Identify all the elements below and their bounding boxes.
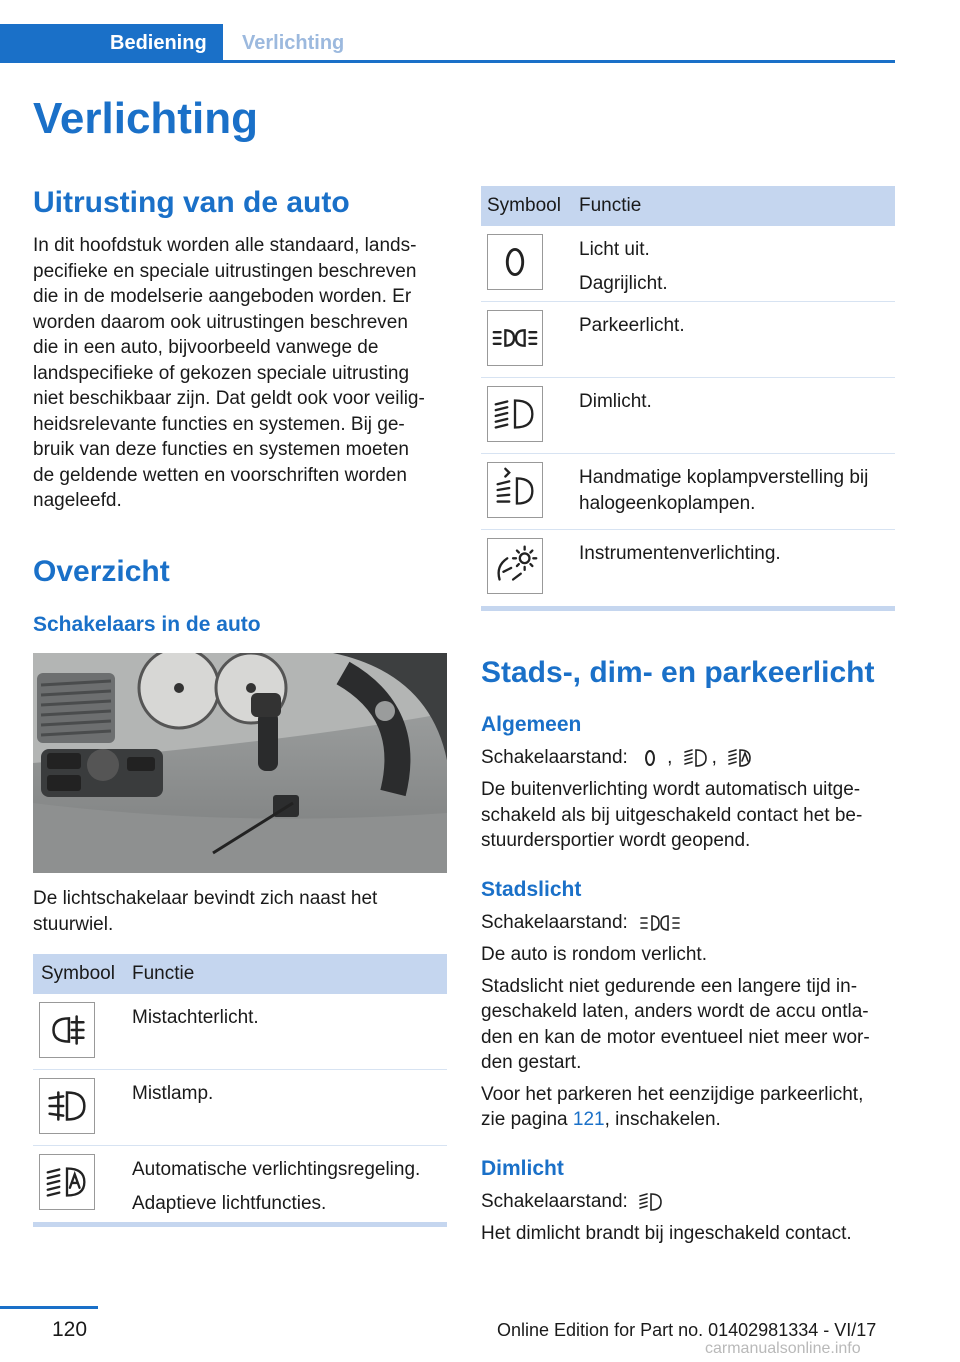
text-line: stuurdersportier wordt geopend. <box>481 830 751 851</box>
stadslicht-warning <box>481 974 901 1076</box>
text-line: Stadslicht niet gedurende een langere tijd in‐ <box>481 975 858 997</box>
tab-verlichting[interactable]: Verlichting <box>242 32 345 54</box>
text-line: den gestart. <box>481 1052 582 1073</box>
watermark: carmanualsonline.info <box>705 1340 861 1357</box>
switch-label: Schakelaarstand: <box>481 747 628 768</box>
text-line: de geldende wetten en voorschriften worden <box>33 464 407 486</box>
text-line: pecifieke en speciale uitrustingen beschreven <box>33 260 417 282</box>
symbol-table-left <box>33 954 447 1227</box>
table-row <box>481 530 895 606</box>
edition-note: Online Edition for Part no. 01402981334 - VI/17 <box>497 1320 877 1340</box>
table-row <box>33 1146 447 1222</box>
section-body-uitrusting <box>33 233 453 514</box>
function-text: Parkeerlicht. <box>579 315 685 336</box>
subsection-title-algemeen: Algemeen <box>481 713 582 736</box>
dimlicht-switch-line <box>481 1189 901 1215</box>
footer-rule <box>0 1306 98 1309</box>
stadslicht-switch-line <box>481 910 901 936</box>
rear-fog-light-icon <box>39 1002 95 1058</box>
zero-position-icon <box>487 234 543 290</box>
text-line: den en kan de motor eventueel niet meer wor‐ <box>481 1026 870 1048</box>
header-rule <box>0 60 895 63</box>
text-line <box>481 1107 901 1133</box>
ref-prefix: zie pagina <box>481 1109 573 1130</box>
automatic-headlight-icon <box>39 1154 95 1210</box>
row-function <box>579 389 652 415</box>
function-text: Automatische verlichtingsregeling. <box>132 1159 421 1180</box>
text-line: nageleefd. <box>33 490 122 511</box>
text-line: worden daarom ook uitrustingen beschreven <box>33 311 408 333</box>
subsection-title-schakelaars: Schakelaars in de auto <box>33 613 261 636</box>
table-header <box>33 954 447 994</box>
dimlicht-body <box>481 1221 901 1247</box>
text-line: heidsrelevante functies en systemen. Bij ge‐ <box>33 413 405 435</box>
front-fog-light-icon <box>39 1078 95 1134</box>
row-function <box>579 313 685 339</box>
table-row <box>481 302 895 378</box>
text-line: bruik van deze functies en systemen moeten <box>33 439 409 460</box>
subsection-title-stadslicht: Stadslicht <box>481 878 582 901</box>
function-text: Licht uit. <box>579 239 650 260</box>
low-beam-icon <box>682 746 708 770</box>
text-line: In dit hoofdstuk worden alle standaard, lands‐ <box>33 235 417 256</box>
table-row <box>33 1070 447 1146</box>
text-line: De buitenverlichting wordt automatisch uitge‐ <box>481 779 861 800</box>
table-row <box>481 454 895 530</box>
low-beam-icon <box>487 386 543 442</box>
column-header-functie: Functie <box>132 963 195 984</box>
column-header-functie: Functie <box>579 195 642 216</box>
text-line: die in een auto, bijvoorbeeld vanwege de <box>33 337 379 358</box>
symbol-table-right <box>481 186 895 611</box>
stadslicht-body <box>481 942 901 1133</box>
tab-bediening[interactable]: Bediening <box>0 24 223 63</box>
function-text: Handmatige koplampverstelling bij <box>579 467 869 488</box>
function-text: Dimlicht. <box>579 391 652 412</box>
switch-label: Schakelaarstand: <box>481 912 628 933</box>
headlight-range-icon <box>487 462 543 518</box>
algemeen-switch-line <box>481 745 901 771</box>
stadslicht-reference <box>481 1082 901 1133</box>
table-footer-rule <box>33 1222 447 1227</box>
photo-caption <box>33 886 453 937</box>
table-footer-rule <box>481 606 895 611</box>
text-line: niet beschikbaar zijn. Dat geldt ook voor veilig‐ <box>33 388 425 409</box>
column-header-symbool: Symbool <box>487 195 561 216</box>
switch-label: Schakelaarstand: <box>481 1191 628 1212</box>
row-function <box>132 1081 213 1107</box>
section-title-stadslicht: Stads-, dim- en parkeerlicht <box>481 656 875 689</box>
text-line: landspecifieke of gekozen speciale uitrusting <box>33 362 410 384</box>
parking-light-icon <box>637 911 683 935</box>
algemeen-body <box>481 777 901 854</box>
separator: , <box>711 747 717 768</box>
row-function <box>132 1005 259 1031</box>
table-row <box>481 378 895 454</box>
text-line: stuurwiel. <box>33 913 114 935</box>
text-line: die in de modelserie aangeboden worden. Er <box>33 286 412 307</box>
text-line: Voor het parkeren het eenzijdige parkeerlicht, <box>481 1083 864 1105</box>
subsection-title-dimlicht: Dimlicht <box>481 1157 564 1180</box>
function-text: Mistachterlicht. <box>132 1007 259 1028</box>
row-function <box>579 465 868 516</box>
row-function <box>132 1157 420 1216</box>
page-number: 120 <box>52 1318 88 1341</box>
text-line: schakeld als bij uitgeschakeld contact het be‐ <box>481 804 863 826</box>
table-row <box>33 994 447 1070</box>
section-title-uitrusting: Uitrusting van de auto <box>33 186 350 219</box>
function-text: halogeenkoplampen. <box>579 492 756 514</box>
column-header-symbool: Symbool <box>41 963 115 984</box>
table-header <box>481 186 895 226</box>
function-text: Instrumentenverlichting. <box>579 543 781 564</box>
separator: , <box>667 747 673 768</box>
zero-position-icon <box>637 746 663 770</box>
function-text: Dagrijlicht. <box>579 272 668 294</box>
section-title-overzicht: Overzicht <box>33 555 170 588</box>
text-line: De lichtschakelaar bevindt zich naast het <box>33 888 378 909</box>
ref-suffix: , inschakelen. <box>604 1109 721 1130</box>
row-function <box>579 237 668 296</box>
automatic-headlight-icon <box>726 746 752 770</box>
parking-light-icon <box>487 310 543 366</box>
row-function <box>579 541 781 567</box>
dashboard-photo <box>33 653 447 873</box>
instrument-lighting-icon <box>487 538 543 594</box>
table-row <box>481 226 895 302</box>
page-reference-link[interactable]: 121 <box>572 1109 605 1130</box>
function-text: Mistlamp. <box>132 1083 214 1104</box>
text-line: Het dimlicht brandt bij ingeschakeld contact. <box>481 1223 852 1244</box>
function-text: Adaptieve lichtfuncties. <box>132 1192 327 1214</box>
low-beam-icon <box>637 1190 663 1214</box>
text-line: geschakeld laten, anders wordt de accu ontla‐ <box>481 1001 869 1022</box>
text-line: De auto is rondom verlicht. <box>481 944 707 965</box>
page-title: Verlichting <box>33 94 258 143</box>
